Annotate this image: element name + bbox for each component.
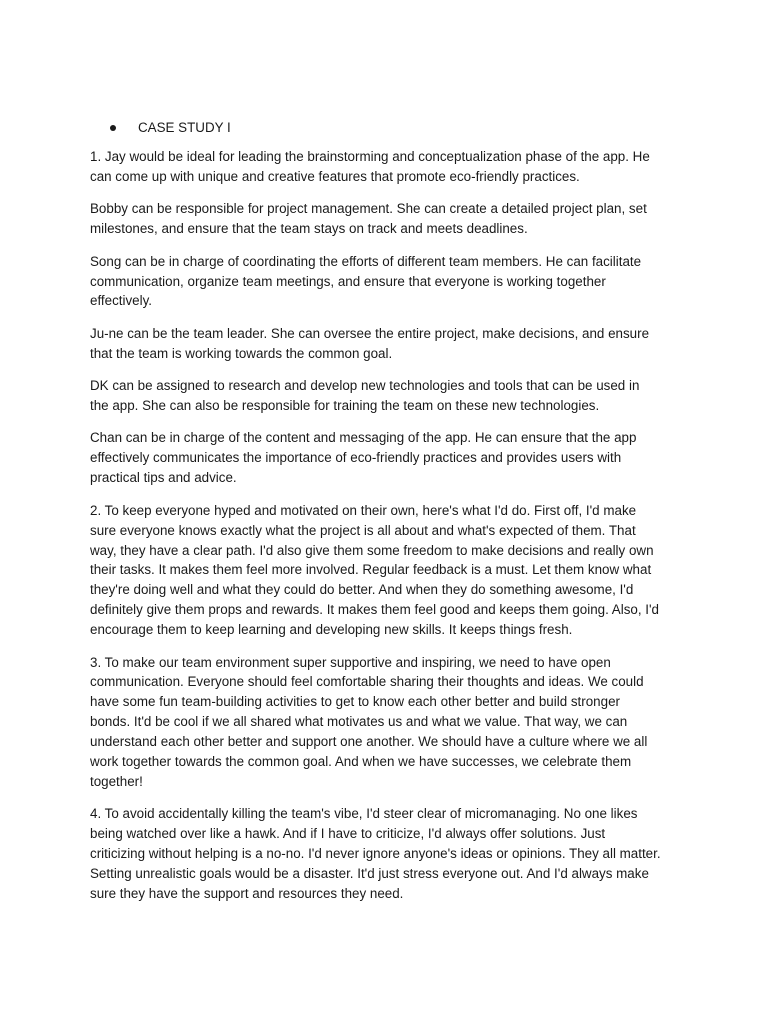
paragraph-line: can come up with unique and creative features that promote eco-friendly practices. bbox=[90, 168, 580, 184]
paragraph-line: Song can be in charge of coordinating the efforts of different team members. He can facilitate bbox=[90, 253, 642, 269]
paragraph-line: Bobby can be responsible for project management. She can create a detailed project plan, set bbox=[90, 201, 647, 217]
paragraph-line: criticizing without helping is a no-no. I'd never ignore anyone's ideas or opinions. They all matter. bbox=[90, 846, 661, 862]
paragraph-list bbox=[90, 147, 686, 904]
paragraph-line: 3. To make our team environment super supportive and inspiring, we need to have open bbox=[90, 654, 611, 670]
paragraph-line: milestones, and ensure that the team stays on track and meets deadlines. bbox=[90, 221, 528, 237]
paragraph bbox=[90, 428, 686, 488]
paragraph-line: DK can be assigned to research and develop new technologies and tools that can be used in bbox=[90, 378, 640, 394]
heading-text: CASE STUDY I bbox=[138, 120, 231, 135]
paragraph-line: 2. To keep everyone hyped and motivated on their own, here's what I'd do. First off, I'd make bbox=[90, 502, 637, 518]
paragraph-line: definitely give them props and rewards. It makes them feel good and keeps them going. Also, I'd bbox=[90, 602, 660, 618]
paragraph-line: communication. Everyone should feel comfortable sharing their thoughts and ideas. We could bbox=[90, 674, 644, 690]
bullet-icon bbox=[110, 125, 116, 131]
paragraph-line: the app. She can also be responsible for training the team on these new technologies. bbox=[90, 398, 600, 414]
paragraph bbox=[90, 324, 686, 364]
paragraph-line: being watched over like a hawk. And if I have to criticize, I'd always offer solutions. Just bbox=[90, 826, 606, 842]
paragraph-line: together! bbox=[90, 773, 143, 789]
paragraph bbox=[90, 501, 686, 640]
paragraph-line: understand each other better and support one another. We should have a culture where we all bbox=[90, 734, 648, 750]
paragraph-line: have some fun team-building activities to get to know each other better and build stronger bbox=[90, 694, 620, 710]
paragraph-line: effectively. bbox=[90, 293, 153, 309]
paragraph bbox=[90, 147, 686, 187]
paragraph bbox=[90, 653, 686, 792]
paragraph bbox=[90, 376, 686, 416]
paragraph-line: sure everyone knows exactly what the project is all about and what's expected of them. That bbox=[90, 522, 636, 538]
paragraph-line: 1. Jay would be ideal for leading the brainstorming and conceptualization phase of the app. He bbox=[90, 149, 650, 164]
paragraph bbox=[90, 252, 686, 312]
paragraph-line: they're doing well and what they could do better. And when they do something awesome, I'd bbox=[90, 582, 634, 598]
paragraph-line: communication, organize team meetings, and ensure that everyone is working together bbox=[90, 273, 606, 289]
paragraph-line: way, they have a clear path. I'd also give them some freedom to make decisions and really own bbox=[90, 542, 654, 558]
paragraph-line: 4. To avoid accidentally killing the team's vibe, I'd steer clear of micromanaging. No one likes bbox=[90, 806, 638, 822]
paragraph-line: practical tips and advice. bbox=[90, 470, 237, 486]
paragraph bbox=[90, 804, 686, 904]
paragraph-line: sure they have the support and resources they need. bbox=[90, 886, 404, 901]
paragraph-line: work together towards the common goal. And when we have successes, we celebrate them bbox=[90, 754, 632, 770]
paragraph-line: Ju-ne can be the team leader. She can oversee the entire project, make decisions, and ensure bbox=[90, 325, 650, 341]
paragraph-line: Setting unrealistic goals would be a disaster. It'd just stress everyone out. And I'd always make bbox=[90, 866, 649, 882]
paragraph-line: encourage them to keep learning and developing new skills. It keeps things fresh. bbox=[90, 622, 573, 638]
paragraph-line: their tasks. It makes them feel more involved. Regular feedback is a must. Let them know what bbox=[90, 562, 652, 578]
paragraph-line: Chan can be in charge of the content and messaging of the app. He can ensure that the app bbox=[90, 430, 637, 446]
case-study-heading bbox=[90, 118, 686, 138]
document-page bbox=[90, 118, 686, 916]
paragraph-line: effectively communicates the importance of eco-friendly practices and provides users with bbox=[90, 450, 622, 466]
paragraph-line: that the team is working towards the common goal. bbox=[90, 345, 393, 361]
paragraph bbox=[90, 199, 686, 239]
paragraph-line: bonds. It'd be cool if we all shared what motivates us and what we value. That way, we can bbox=[90, 714, 628, 730]
